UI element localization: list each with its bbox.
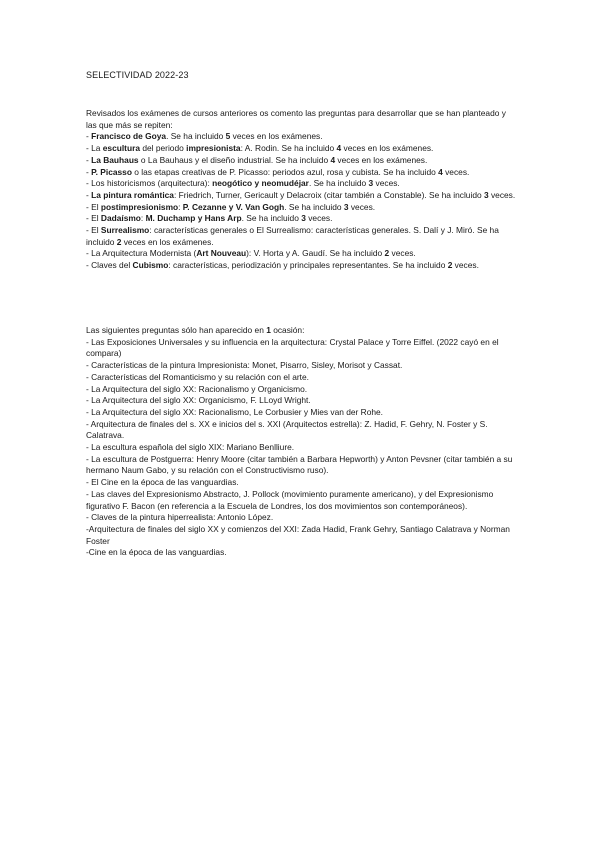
frequent-question-r2-text: . Se ha incluido: [284, 201, 344, 212]
once-question-item: - La Arquitectura del siglo XX: Racionalismo, Le Corbusier y Mies van der Rohe.: [86, 406, 383, 417]
frequent-question-item: [86, 248, 518, 260]
frequent-question-b2-text: P. Cezanne y V. Van Gogh: [182, 201, 285, 212]
frequent-question-r-text: ): V. Horta y A. Gaudí. Se ha incluido: [246, 248, 385, 259]
frequent-question-n-text: 2: [384, 248, 390, 259]
section2-intro: [86, 325, 518, 337]
frequent-question-n-text: 3: [368, 178, 374, 189]
document-title: SELECTIVIDAD 2022-23: [86, 70, 189, 80]
frequent-question-r-text: : Friedrich, Turner, Gericault y Delacroix (citar también a Constable). Se ha incluido: [173, 189, 484, 200]
frequent-question-r-text: : características, periodización y principales representantes. Se ha incluido: [168, 260, 448, 271]
frequent-question-item: [86, 225, 518, 248]
once-question-item: - La Arquitectura del siglo XX: Racionalismo y Organicismo.: [86, 383, 308, 394]
once-question-item: -Arquitectura de finales del siglo XX y comienzos del XXI: Zada Hadid, Frank Gehry, Santiago Calatrava y Norman Foster: [86, 523, 510, 546]
frequent-question-s-text: veces.: [348, 201, 376, 212]
frequent-question-b-text: escultura: [102, 143, 141, 154]
frequent-question-p-text: - La Arquitectura Modernista (: [86, 248, 197, 259]
frequent-question-item: [86, 190, 518, 202]
frequent-question-item: [86, 178, 518, 190]
once-question-item: - El Cine en la época de las vanguardias.: [86, 477, 239, 488]
frequent-question-s-text: veces en los exámenes.: [341, 143, 434, 154]
frequent-question-b-text: postimpresionismo: [100, 201, 179, 212]
once-question-item: - La escultura de Postguerra: Henry Moore (citar también a Barbara Hepworth) y Anton Pevsner (citar también a su hermano Naum Gabo, y su relación con el Constructivismo ruso).: [86, 453, 513, 476]
once-question-item: - La escultura española del siglo XIX: Mariano Benlliure.: [86, 442, 295, 453]
frequent-question-n-text: 4: [438, 166, 443, 177]
frequent-question-p-text: -: [86, 189, 92, 200]
frequent-question-b-text: Cubismo: [132, 260, 169, 271]
frequent-question-r2-text: : A. Rodin. Se ha incluido: [240, 143, 337, 154]
frequent-question-n-text: 3: [343, 201, 349, 212]
frequent-question-s-text: veces en los exámenes.: [230, 131, 323, 142]
frequent-questions-section: [86, 108, 518, 272]
frequent-question-r-text: . Se ha incluido: [308, 178, 369, 189]
once-questions-list: [86, 337, 518, 559]
frequent-question-item: [86, 131, 518, 143]
frequent-question-n-text: 2: [116, 236, 122, 247]
frequent-question-n-text: 3: [483, 189, 489, 200]
frequent-question-n-text: 3: [301, 213, 306, 224]
frequent-question-s-text: veces.: [452, 260, 479, 271]
frequent-question-item: [86, 155, 518, 167]
frequent-question-item: [86, 167, 518, 179]
once-question-item: - Características del Romanticismo y su relación con el arte.: [86, 371, 309, 382]
frequent-question-r-text: :: [140, 213, 146, 224]
frequent-question-b-text: Surrealismo: [100, 225, 150, 236]
once-question-item: - Arquitectura de finales del s. XX e inicios del s. XXI (Arquitectos estrella): Z. Hadid, F. Gehry, N. Foster y S. Calatrava.: [86, 418, 488, 441]
frequent-question-p-text: -: [86, 166, 92, 177]
frequent-question-b-text: Dadaísmo: [100, 213, 141, 224]
frequent-question-item: [86, 260, 518, 272]
frequent-question-n-text: 5: [225, 131, 231, 142]
section2-intro-start: Las siguientes preguntas sólo han aparecido en: [86, 325, 267, 335]
frequent-question-b2-text: M. Duchamp y Hans Arp: [145, 213, 242, 224]
frequent-question-p-text: - Los historicismos (arquitectura):: [86, 178, 213, 189]
frequent-question-r-text: : características generales o El Surrealismo: características generales. S. Dalí y J. Miró. Se ha incluido: [86, 225, 499, 247]
frequent-question-b-text: La pintura romántica: [91, 189, 174, 200]
frequent-question-b-text: Francisco de Goya: [91, 131, 167, 142]
once-question-item: - La Arquitectura del siglo XX: Organicismo, F. LLoyd Wright.: [86, 395, 311, 406]
frequent-question-p-text: -: [86, 154, 92, 165]
frequent-question-item: [86, 143, 518, 155]
frequent-question-n-text: 2: [447, 260, 453, 271]
frequent-question-p-text: - La: [86, 143, 103, 154]
frequent-question-b-text: Art Nouveau: [196, 248, 247, 259]
frequent-question-s-text: veces.: [305, 213, 333, 224]
frequent-question-item: [86, 202, 518, 214]
frequent-question-n-text: 4: [336, 143, 342, 154]
frequent-question-s-text: veces.: [389, 248, 416, 259]
frequent-question-r-text: . Se ha incluido: [166, 131, 226, 142]
once-question-item: - Las Exposiciones Universales y su influencia en la arquitectura: Crystal Palace y Torre Eiffel. (2022 cayó en el compara): [86, 336, 499, 359]
section2-intro-count: 1: [266, 325, 271, 335]
frequent-question-r2-text: . Se ha incluido: [241, 213, 302, 224]
frequent-question-r-text: del periodo: [140, 143, 187, 154]
frequent-question-s-text: veces.: [488, 189, 516, 200]
once-questions-section: [86, 325, 518, 559]
frequent-question-s-text: veces en los exámenes.: [335, 154, 428, 165]
frequent-question-r-text: :: [178, 201, 183, 212]
frequent-question-p-text: - El: [86, 201, 101, 212]
frequent-question-p-text: - El: [86, 225, 101, 236]
frequent-question-s-text: veces en los exámenes.: [121, 236, 214, 247]
frequent-question-s-text: veces.: [373, 178, 400, 189]
frequent-question-p-text: -: [86, 131, 92, 142]
once-question-item: - Características de la pintura Impresionista: Monet, Pisarro, Sisley, Morisot y Cassat.: [86, 360, 403, 371]
frequent-question-b-text: La Bauhaus: [91, 154, 139, 165]
frequent-question-p-text: - Claves del: [86, 260, 133, 271]
frequent-question-r-text: o La Bauhaus y el diseño industrial. Se ha incluido: [138, 154, 331, 165]
frequent-question-n-text: 4: [330, 154, 336, 165]
once-question-item: -Cine en la época de las vanguardias.: [86, 547, 227, 558]
frequent-question-p-text: - El: [86, 213, 101, 224]
once-question-item: - Claves de la pintura hiperrealista: Antonio López.: [86, 512, 274, 523]
frequent-question-b-text: neogótico y neomudéjar: [212, 178, 309, 189]
frequent-question-b2-text: impresionista: [186, 143, 241, 154]
frequent-question-b-text: P. Picasso: [91, 166, 132, 177]
frequent-questions-list: [86, 131, 518, 271]
section2-intro-end: ocasión:: [270, 325, 305, 335]
frequent-question-r-text: o las etapas creativas de P. Picasso: periodos azul, rosa y cubista. Se ha incluido: [131, 166, 439, 177]
frequent-question-item: [86, 213, 518, 225]
frequent-question-s-text: veces.: [442, 166, 470, 177]
intro-paragraph: Revisados los exámenes de cursos anteriores os comento las preguntas para desarrollar que se han planteado y las que más se repiten:: [86, 108, 506, 130]
once-question-item: - Las claves del Expresionismo Abstracto, J. Pollock (movimiento puramente americano), y del Expresionismo figurativo F. Bacon (en referencia a la Escuela de Londres, los dos movimientos son contemporáneos).: [86, 488, 494, 511]
